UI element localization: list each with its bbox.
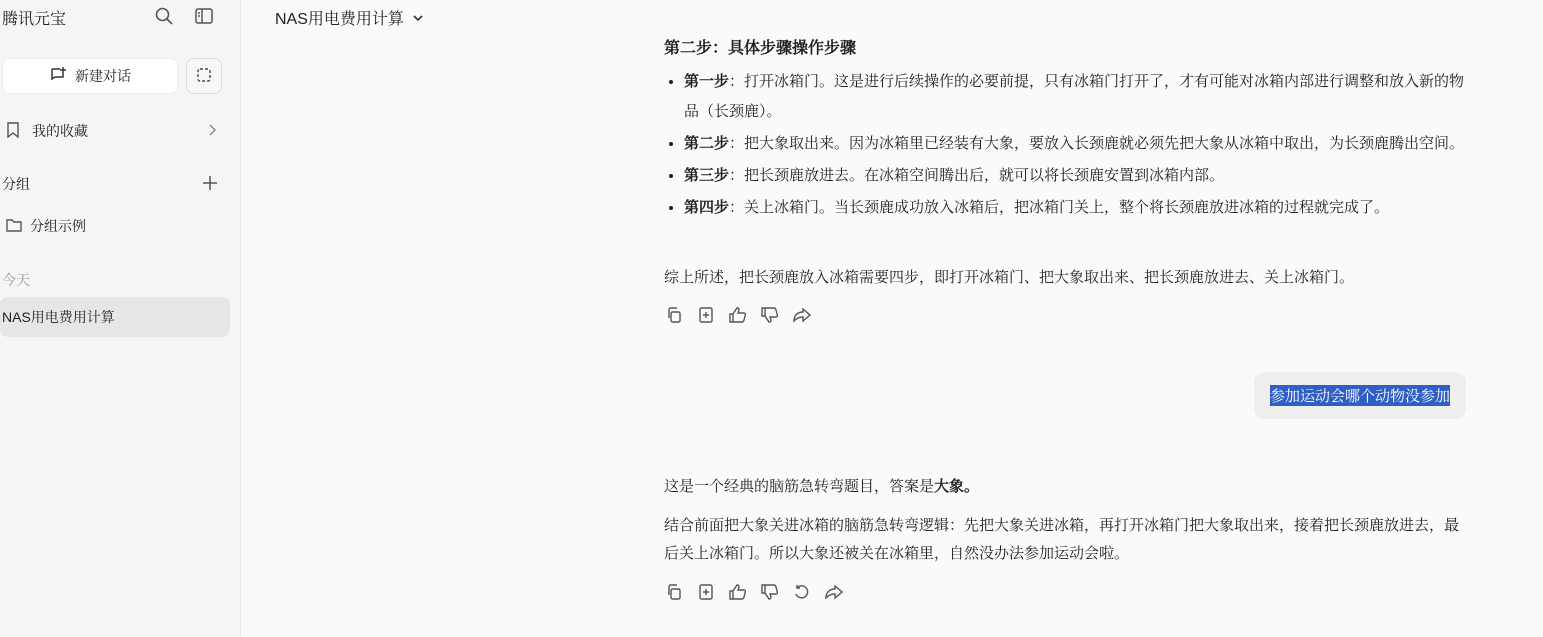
- thumbs-up-icon[interactable]: [728, 305, 748, 325]
- list-item: • 第一步：打开冰箱门。这是进行后续操作的必要前提，只有冰箱门打开了，才有可能对冰箱内部进行调整和放入新的物品（长颈鹿）。: [684, 67, 1469, 127]
- list-item: • 第二步：把大象取出来。因为冰箱里已经装有大象，要放入长颈鹿就必须先把大象从冰箱中取出，为长颈鹿腾出空间。: [684, 129, 1469, 159]
- chevron-right-icon: [207, 123, 217, 140]
- user-message-bubble: [1254, 372, 1466, 419]
- message-actions-1: [664, 305, 812, 325]
- thumbs-down-icon[interactable]: [760, 582, 780, 602]
- group-example-item[interactable]: [0, 216, 230, 236]
- search-icon[interactable]: [154, 6, 174, 26]
- new-chat-icon: [49, 66, 67, 87]
- bookmark-icon: [6, 122, 20, 141]
- chevron-down-icon: [412, 9, 424, 27]
- folder-icon: [6, 218, 22, 235]
- share-icon[interactable]: [824, 582, 844, 602]
- user-message-text: 参加运动会哪个动物没参加: [1270, 385, 1450, 406]
- steps-list: [664, 67, 1469, 223]
- dashed-square-icon: [196, 67, 212, 86]
- group-example-label: 分组示例: [30, 218, 86, 234]
- summary-paragraph: 综上所述，把长颈鹿放入冰箱需要四步，即打开冰箱门、把大象取出来、把长颈鹿放进去、关上冰箱门。: [664, 269, 1355, 286]
- today-label: 今天: [2, 272, 30, 288]
- favorites-item[interactable]: [0, 121, 230, 141]
- assistant-message-1: [664, 67, 1469, 225]
- sidebar-toggle-icon[interactable]: [194, 6, 214, 26]
- new-chat-button[interactable]: [2, 58, 178, 94]
- brand-name: 腾讯元宝: [2, 11, 67, 28]
- multi-select-button[interactable]: [186, 58, 222, 94]
- copy-icon[interactable]: [664, 582, 684, 602]
- list-item: • 第三步：把长颈鹿放进去。在冰箱空间腾出后，就可以将长颈鹿安置到冰箱内部。: [684, 161, 1469, 191]
- add-group-icon[interactable]: [202, 175, 218, 191]
- answer-line-1: 这是一个经典的脑筋急转弯题目，答案是大象。: [664, 478, 980, 495]
- favorites-label: 我的收藏: [32, 123, 88, 139]
- conversation-item[interactable]: [0, 297, 230, 337]
- thumbs-up-icon[interactable]: [728, 582, 748, 602]
- bookmark-icon[interactable]: [696, 582, 716, 602]
- share-icon[interactable]: [792, 305, 812, 325]
- page-title: NAS用电费用计算: [275, 11, 404, 28]
- cutoff-heading: 第二步：具体步骤操作步骤: [664, 40, 857, 55]
- sidebar: [0, 0, 241, 637]
- message-actions-2: [664, 582, 844, 602]
- regenerate-icon[interactable]: [792, 582, 812, 602]
- conversation-title: NAS用电费用计算: [2, 309, 115, 325]
- new-chat-label: 新建对话: [75, 68, 131, 84]
- copy-icon[interactable]: [664, 305, 684, 325]
- conversation-title-dropdown[interactable]: [275, 6, 424, 29]
- list-item: • 第四步：关上冰箱门。当长颈鹿成功放入冰箱后，把冰箱门关上，整个将长颈鹿放进冰箱的过程就完成了。: [684, 193, 1469, 223]
- answer-paragraph: 结合前面把大象关进冰箱的脑筋急转弯逻辑：先把大象关进冰箱，再打开冰箱门把大象取出来，接着把长颈鹿放进去，最后关上冰箱门。所以大象还被关在冰箱里，自然没办法参加运动会啦。: [664, 517, 1460, 562]
- groups-label: 分组: [2, 176, 30, 192]
- thumbs-down-icon[interactable]: [760, 305, 780, 325]
- bookmark-icon[interactable]: [696, 305, 716, 325]
